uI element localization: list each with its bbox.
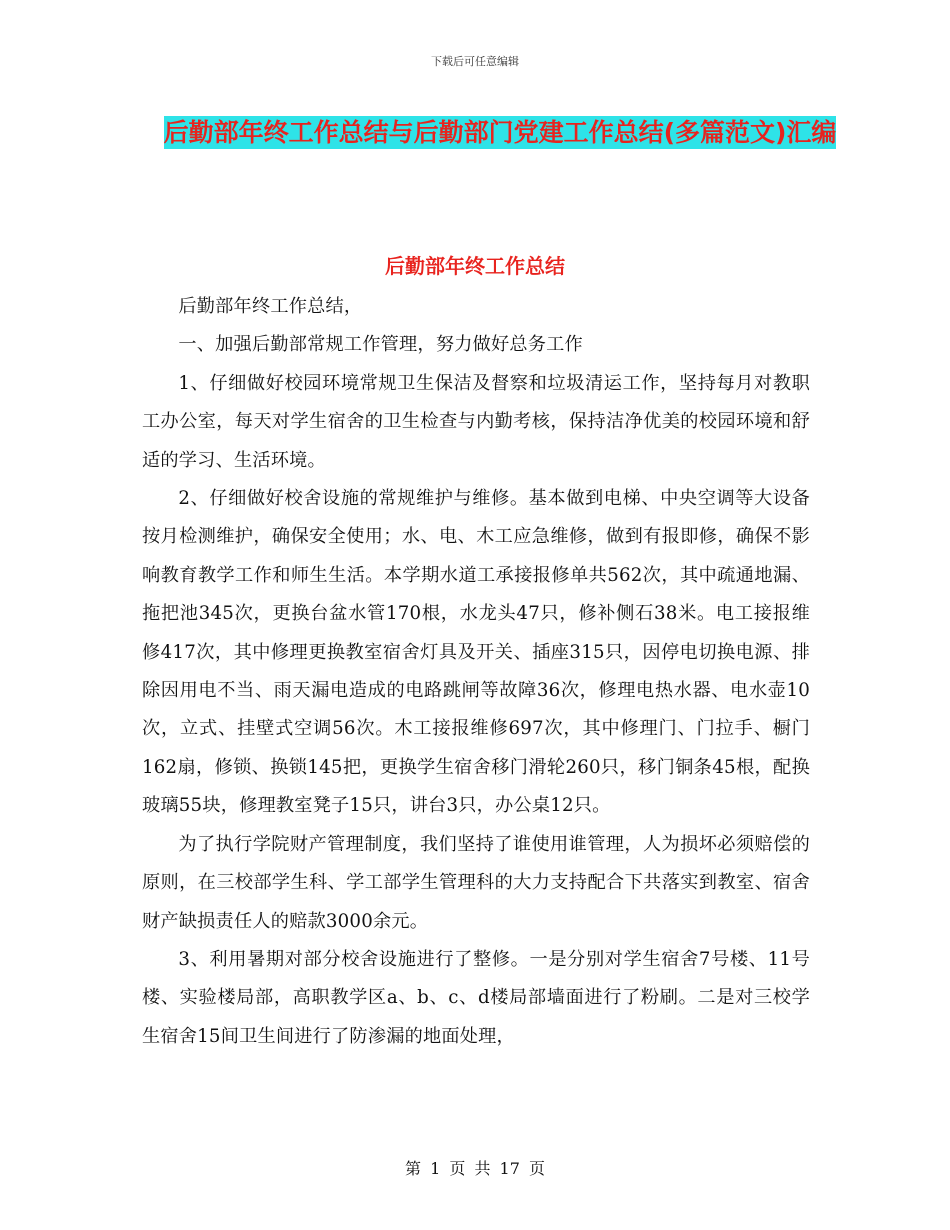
document-title [140,110,860,156]
paragraph: 2、仔细做好校舍设施的常规维护与维修。基本做到电梯、中央空调等大设备按月检测维护，确保安全使用；水、电、木工应急维修，做到有报即修，确保不影响教育教学工作和师生生活。本学期水道工承接报修单共562次，其中疏通地漏、拖把池345次，更换台盆水管170根，水龙头47只，修补侧石38米。电工接报维修417次，其中修理更换教室宿舍灯具及开关、插座315只，因停电切换电源、排除因用电不当、雨天漏电造成的电路跳闸等故障36次，修理电热水器、电水壶10次，立式、挂壁式空调56次。木工接报维修697次，其中修理门、门拉手、橱门162扇，修锁、换锁145把，更换学生宿舍移门滑轮260只，移门铜条45根，配换玻璃55块，修理教室凳子15只，讲台3只，办公桌12只。 [142,488,810,817]
section-heading: 后勤部年终工作总结 [385,254,565,278]
paragraph: 后勤部年终工作总结， [178,296,363,317]
paragraph: 3、利用暑期对部分校舍设施进行了整修。一是分别对学生宿舍7号楼、11号楼、实验楼局部，高职教学区a、b、c、d楼局部墙面进行了粉刷。二是对三校学生宿舍15间卫生间进行了防渗漏的地面处理， [142,948,810,1047]
document-title-text: 后勤部年终工作总结与后勤部门党建工作总结(多篇范文)汇编 [163,118,837,147]
paragraph: 一、加强后勤部常规工作管理，努力做好总务工作 [178,334,583,356]
page-number: 第 1 页 共 17 页 [405,1159,545,1178]
header-note: 下载后可任意编辑 [431,55,519,68]
paragraph: 1、仔细做好校园环境常规卫生保洁及督察和垃圾清运工作，坚持每月对教职工办公室，每天对学生宿舍的卫生检查与内勤考核，保持洁净优美的校园环境和舒适的学习、生活环境。 [142,372,810,471]
document-body [142,288,810,1056]
paragraph: 为了执行学院财产管理制度，我们坚持了谁使用谁管理，人为损坏必须赔偿的原则，在三校部学生科、学工部学生管理科的大力支持配合下共落实到教室、宿舍财产缺损责任人的赔款3000余元。 [142,833,810,932]
